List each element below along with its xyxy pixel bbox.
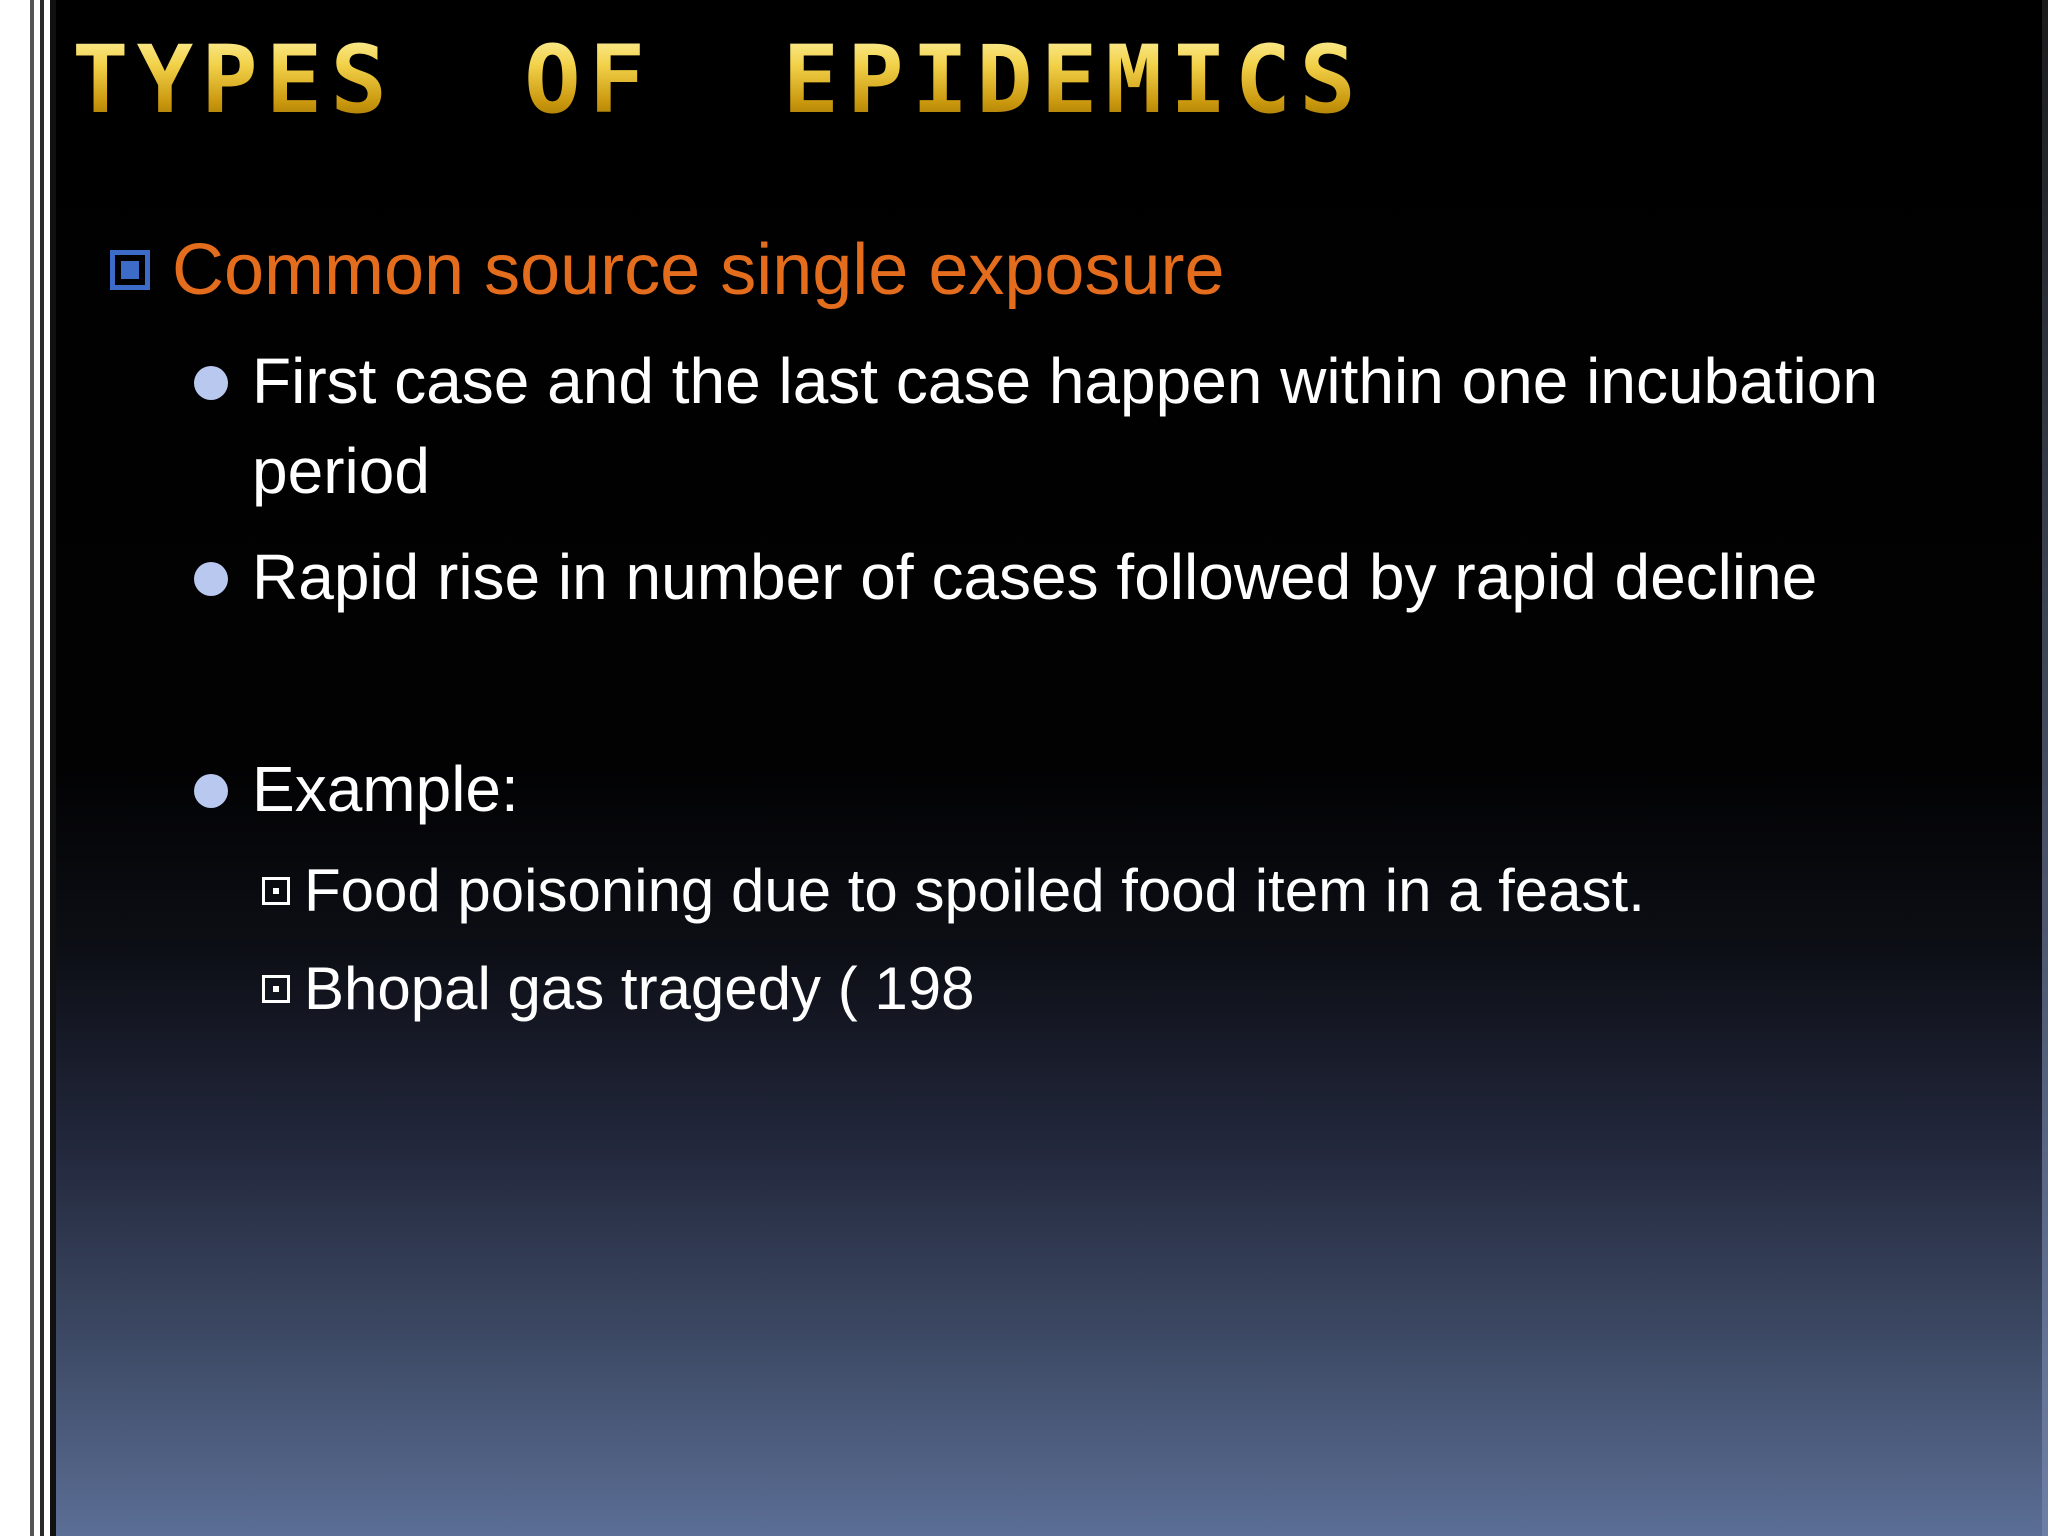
sub-bullet-text: Bhopal gas tragedy ( 198	[304, 955, 975, 1022]
slide-canvas	[56, 0, 2048, 1536]
heading-text: Common source single exposure	[172, 230, 1225, 310]
bullet-text: First case and the last case happen within one incubation period	[252, 345, 1878, 507]
sub-bullet-text: Food poisoning due to spoiled food item in a feast.	[304, 857, 1645, 924]
border-line	[30, 0, 34, 1536]
slide-title: TYPES OF EPIDEMICS	[72, 26, 1364, 135]
circle-bullet-icon	[194, 562, 228, 596]
bullet-text: Rapid rise in number of cases followed by rapid decline	[252, 541, 1818, 613]
boxed-dot-icon	[262, 975, 290, 1003]
bullet-item	[194, 532, 2012, 622]
boxed-dot-icon	[262, 877, 290, 905]
border-line	[40, 0, 44, 1536]
sub-bullet-item	[262, 944, 974, 1034]
bullet-item	[194, 336, 2012, 516]
section-heading	[110, 222, 1225, 318]
right-border	[2042, 0, 2048, 1536]
bullet-item	[194, 744, 2012, 834]
sub-bullet-item	[262, 846, 1645, 936]
bullet-text: Example:	[252, 753, 519, 825]
circle-bullet-icon	[194, 366, 228, 400]
left-border	[0, 0, 58, 1536]
filled-square-icon	[110, 250, 150, 290]
circle-bullet-icon	[194, 774, 228, 808]
